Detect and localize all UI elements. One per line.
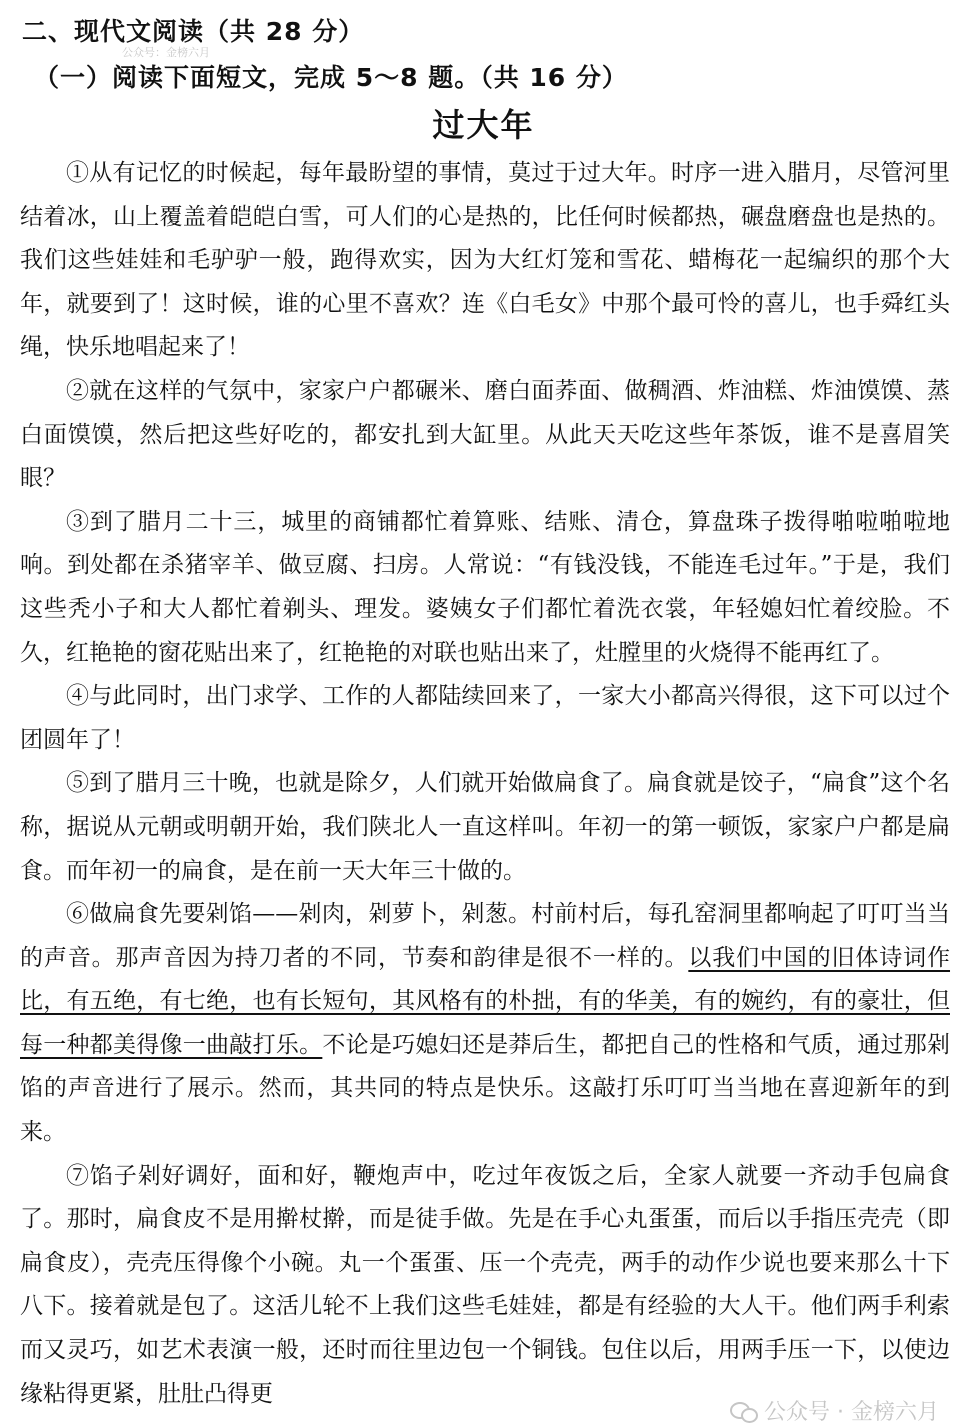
section-heading: 二、现代文阅读（共 28 分） <box>22 17 365 46</box>
paragraph-6-part-2: 不论是巧媳妇还是莽后生，都把自己的性格和气质，通过那剁馅的声音进行了展示。然而，其共同的特点是快乐。这敲打乐叮叮当当地在喜迎新年的到来。 <box>20 1031 951 1146</box>
paragraph-6-part-1: ⑥做扁食先要剁馅——剁肉，剁萝卜，剁葱。村前村后，每孔窑洞里都响起了叮叮当当的声音。那声音因为持刀者的不同，节奏和韵律是很不一样的。 <box>20 901 950 971</box>
paragraph-4: ④与此同时，出门求学、工作的人都陆续回来了，一家大小都高兴得很，这下可以过个团圆年了！ <box>20 683 950 753</box>
paragraph-7: ⑦馅子剁好调好，面和好，鞭炮声中，吃过年夜饭之后，全家人就要一齐动手包扁食了。那时，扁食皮不是用擀杖擀，而是徒手做。先是在手心丸蛋蛋，而后以手指压壳壳（即扁食皮），壳壳压得像个小碗。丸一个蛋蛋、压一个壳壳，两手的动作少说也要来那么十下八下。接着就是包了。这活儿轮不上我们这些毛娃娃，都是有经验的大人干。他们两手利索而又灵巧，如艺术表演一般，还时而往里边包一个铜钱。包住以后，用两手压一下，以使边缘粘得更紧，肚肚凸得更 <box>20 1162 950 1407</box>
bottom-watermark <box>730 1395 939 1426</box>
article-body <box>20 152 950 1416</box>
subsection-heading: （一）阅读下面短文，完成 5～8 题。（共 16 分） <box>34 63 628 92</box>
bottom-watermark-text: 公众号 · 金榜六月 <box>764 1400 939 1425</box>
paragraph-5: ⑤到了腊月三十晚，也就是除夕，人们就开始做扁食了。扁食就是饺子，“扁食”这个名称，据说从元朝或明朝开始，我们陕北人一直这样叫。年初一的第一顿饭，家家户户都是扁食。而年初一的扁食，是在前一天大年三十做的。 <box>20 770 950 884</box>
paragraph-6 <box>20 893 950 1155</box>
wechat-icon <box>730 1400 758 1422</box>
underlined-sentence: 以我们中国的旧体诗词作比，有五绝，有七绝，也有长短句，其风格有的朴拙，有的华美，有的婉约，有的豪壮，但每一种都美得像一曲敲打乐。 <box>20 944 951 1058</box>
paragraph-1: ①从有记忆的时候起，每年最盼望的事情，莫过于过大年。时序一进入腊月，尽管河里结着冰，山上覆盖着皑皑白雪，可人们的心是热的，比任何时候都热，碾盘磨盘也是热的。我们这些娃娃和毛驴驴一般，跑得欢实，因为大红灯笼和雪花、蜡梅花一起编织的那个大年，就要到了！这时候，谁的心里不喜欢？连《白毛女》中那个最可怜的喜儿，也手舜红头绳，快乐地唱起来了！ <box>20 160 950 361</box>
top-watermark: 公众号：金榜六月 <box>122 46 210 59</box>
paragraph-3: ③到了腊月二十三，城里的商铺都忙着算账、结账、清仓，算盘珠子拨得啪啦啪啦地响。到处都在杀猪宰羊、做豆腐、扫房。人常说：“有钱没钱，不能连毛过年。”于是，我们这些秃小子和大人都忙着剃头、理发。婆姨女子们都忙着洗衣裳，年轻媳妇忙着绞脸。不久，红艳艳的窗花贴出来了，红艳艳的对联也贴出来了，灶膛里的火烧得不能再红了。 <box>20 508 950 666</box>
article-title: 过大年 <box>432 106 535 144</box>
paragraph-2: ②就在这样的气氛中，家家户户都碾米、磨白面荞面、做稠酒、炸油糕、炸油馍馍、蒸白面馍馍，然后把这些好吃的，都安扎到大缸里。从此天天吃这些年茶饭，谁不是喜眉笑眼？ <box>20 377 950 492</box>
